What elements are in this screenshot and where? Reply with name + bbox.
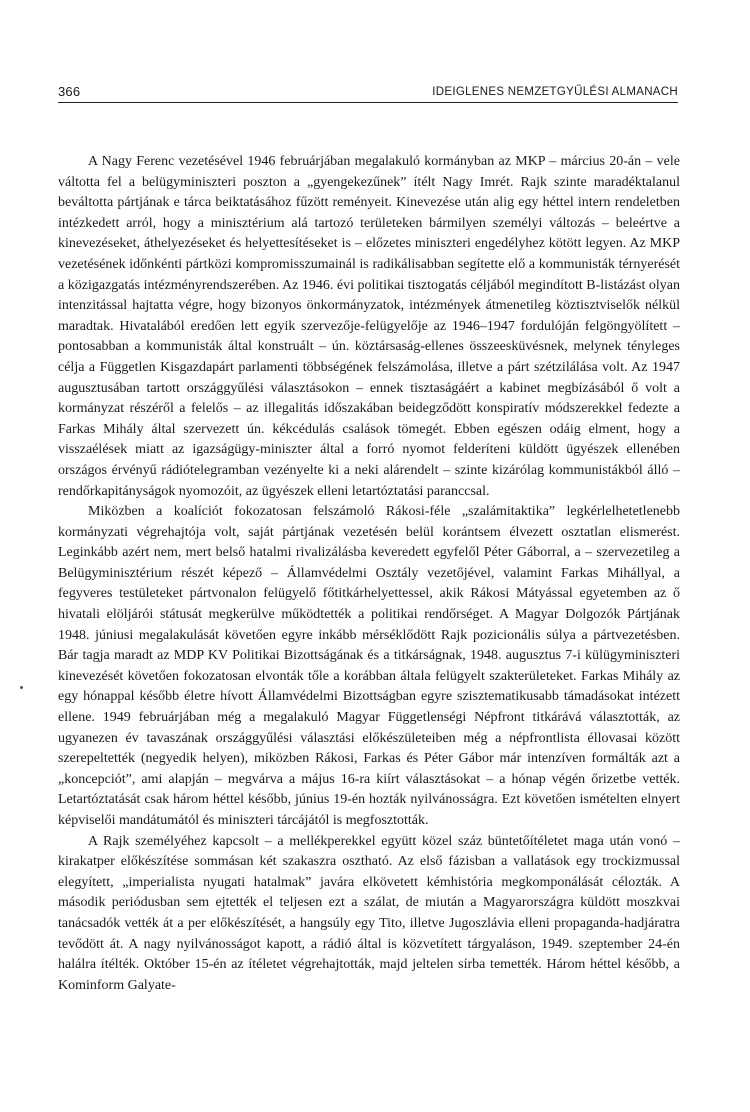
paragraph: Miközben a koalíciót fokozatosan felszámoló Rákosi-féle „szalámitaktika” legkérlelhetetlenebb kormányzati végrehajtója volt, saját pártjának vezetésén belül korántsem élvezett osztatlan elismerést. Leginkább azért nem, mert belső hatalmi rivalizálásba keveredett egyfelől Péter Gáborral, a – szervezetileg a Belügyminisztérium részét képező – Államvédelmi Osztály vezetőjével, valamint Farkas Mihállyal, a fegyveres testületeket pártvonalon felügyelő főtitkárhelyettessel, akik Rákosi Mátyással egyetemben az ő hivatali elöljárói státusát megkerülve működtették a politikai rendőrséget. A Magyar Dolgozók Pártjának 1948. júniusi megalakulását követően egyre inkább mérséklődött Rajk pozicionális súlya a pártvezetésben. Bár tagja maradt az MDP KV Politikai Bizottságának és a titkárságnak, 1948. augusztus 7-i külügyminiszteri kinevezését követően fokozatosan elvonták tőle a korábban általa felügyelt szakterületeket. Farkas Mihály az egy hónappal később életre hívott Államvédelmi Bizottságban egyre szisztematikusabb támadásokat intézett ellene. 1949 februárjában még a megalakuló Magyar Függetlenségi Népfront titkárává választották, az ugyanezen év tavaszának országgyűlési választási előkészületeiben még a népfrontlista éllovasai között szerepeltették (negyedik helyen), miközben Rákosi, Farkas és Péter Gábor már intenzíven formálták azt a „koncepciót”, ami alapján – megvárva a május 16-ra kiírt választásokat – a hónap végén őrizetbe vették. Letartóztatását csak három héttel később, június 19-én hozták nyilvánosságra. Ezt követően ismételten elnyert képviselői mandátumától és miniszteri tárcájától is megfosztották.	[58, 504, 680, 828]
running-head: IDEIGLENES NEMZETGYŰLÉSI ALMANACH	[432, 86, 678, 98]
paragraph: A Nagy Ferenc vezetésével 1946 februárjában megalakuló kormányban az MKP – március 20-án – vele váltotta fel a belügyminiszteri poszton a „gyengekezűnek” ítélt Nagy Imrét. Rajk szinte maradéktalanul beváltotta pártjának e tárca beiktatásához fűzött reményeit. Kinevezése után alig egy héttel intern rendeletben intézkedett arról, hogy a minisztérium alá tartozó területeken bármilyen személyi változás – beleértve a kinevezéseket, áthelyezéseket és helyettesítéseket is – előzetes miniszteri engedélyhez kötött legyen. Az MKP vezetésének időnkénti pártközi kompromisszumainál is radikálisabban segítette elő a kommunisták térnyerését a közigazgatás intézményrendszerében. Az 1946. évi politikai tisztogatás céljából megindított B-listázást olyan intenzitással hajtatta végre, hogy bizonyos önkormányzatok, intézmények átmenetileg köztisztviselők nélkül maradtak. Hivatalából eredően lett egyik szervezője-felügyelője az 1946–1947 fordulóján felgöngyölített – pontosabban a kommunisták által konstruált – ún. köztársaság-ellenes összeesküvésnek, melynek tényleges célja a Független Kisgazdapárt parlamenti többségének felszámolása, illetve a párt szétzilálása volt. Az 1947 augusztusában tartott országgyűlési választásokon – ennek tisztaságáért a kabinet megbízásából ő volt a kormányzat részéről a felelős – az illegalitás időszakában beidegződött konspiratív módszerekkel fedezte a Farkas Mihály által szervezett ún. kékcédulás csalások tömegét. Ebben egészen odáig elment, hogy a visszaélések miatt az igazságügy-miniszter által a forró nyomot felderíteni küldött ügyészek ellenében országos érvényű rádiótelegramban vezényelte ki a neki alárendelt – szinte kizárólag kommunistákból álló – rendőrkapitányságok nyomozóit, az ügyészek elleni letartóztatási paranccsal.	[58, 154, 680, 499]
paragraph: A Rajk személyéhez kapcsolt – a mellékperekkel együtt közel száz büntetőítéletet maga után vonó – kirakatper előkészítése sommásan két szakaszra osztható. Az első fázisban a vallatások egy trockizmussal elegyített, „imperialista nyugati hatalmak” javára elkövetett kémhistória megkomponálását célozták. A második periódusban sem ejtették el teljesen ezt a szálat, de miután a Magyarországra küldött moszkvai tanácsadók vették át a per előkészítését, a hangsúly egy Tito, illetve Jugoszlávia elleni propaganda-hadjáratra tevődött át. A nagy nyilvánosságot kapott, a rádió által is közvetített tárgyaláson, 1949. szeptember 24-én halálra ítélték. Október 15-én az ítéletet végrehajtották, majd jeltelen sírba temették. Három héttel később, a Kominform Galyate-	[58, 833, 680, 993]
page-number: 366	[58, 84, 81, 99]
body-text	[58, 152, 680, 996]
margin-dot	[20, 686, 23, 689]
page-header	[58, 84, 678, 103]
